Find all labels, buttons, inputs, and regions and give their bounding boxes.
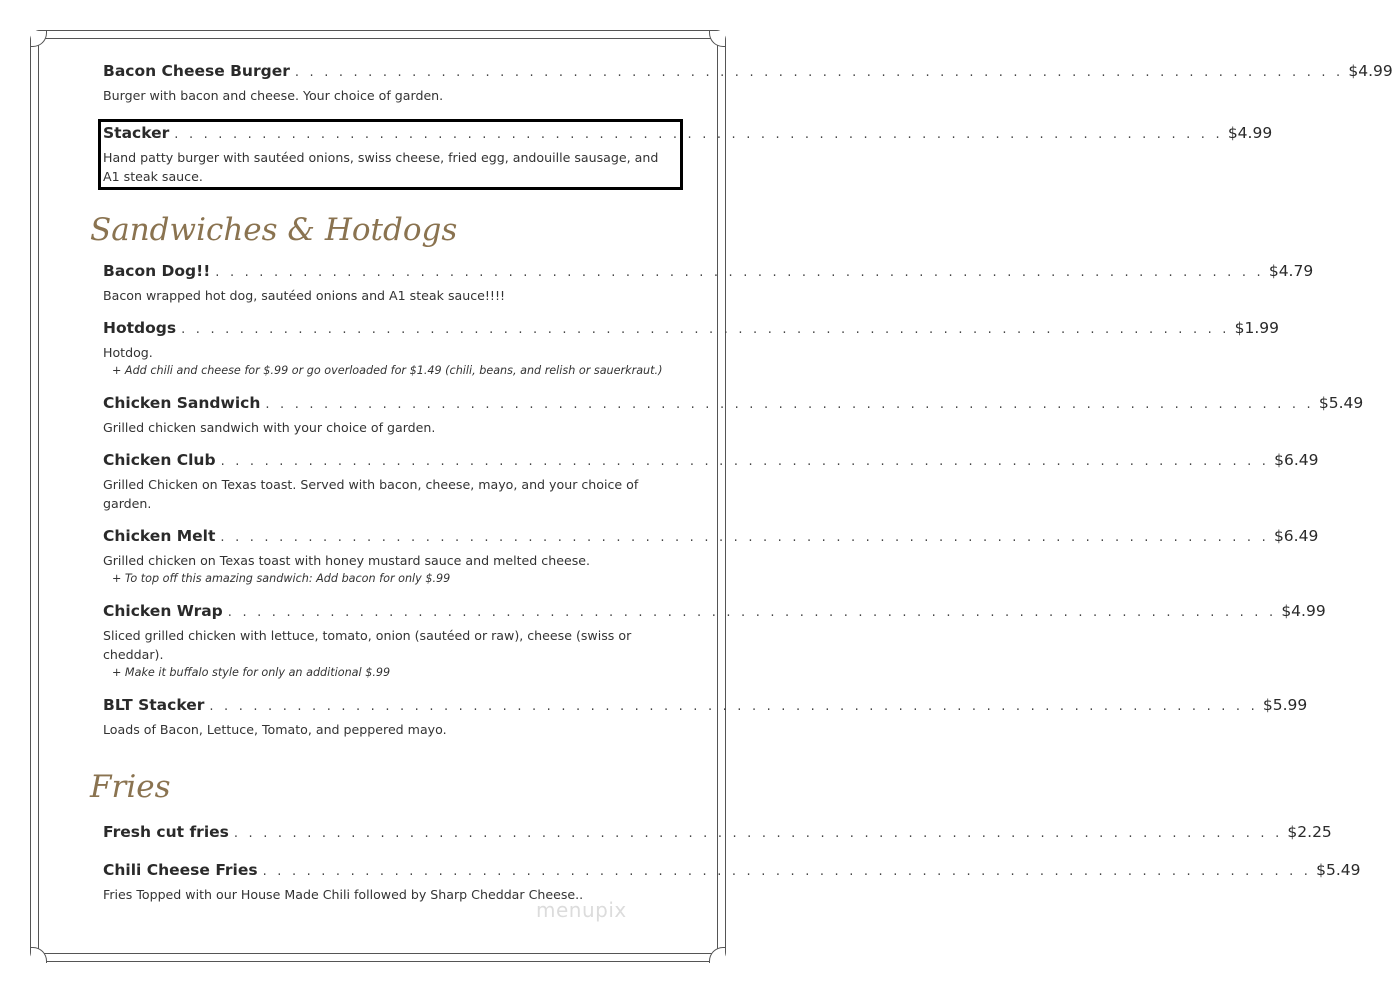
item-description: Bacon wrapped hot dog, sautéed onions and A1 steak sauce!!!! bbox=[103, 288, 506, 303]
item-description: Grilled chicken on Texas toast with honey mustard sauce and melted cheese. bbox=[103, 553, 591, 568]
item-name: Hotdogs bbox=[103, 319, 177, 337]
item-name: Bacon Cheese Burger bbox=[103, 62, 290, 80]
menu-item-chicken-melt bbox=[103, 527, 1319, 588]
item-description: Grilled Chicken on Texas toast. Served with bacon, cheese, mayo, and your choice of garden. bbox=[103, 477, 639, 511]
item-price: $5.49 bbox=[1318, 394, 1364, 412]
section-title-fries: Fries bbox=[90, 769, 171, 805]
menu-item-chicken-wrap bbox=[103, 602, 1326, 682]
item-price: $1.99 bbox=[1234, 319, 1280, 337]
dot-leader: . . . . . . . . . . . . . . . . . . . . . . . . . . . . . . . . . . . . . . . . . . . . . . . . . . . . . . . . . . . . . . . . . . . . . . . . bbox=[220, 454, 1270, 469]
dot-leader: . . . . . . . . . . . . . . . . . . . . . . . . . . . . . . . . . . . . . . . . . . . . . . . . . . . . . . . . . . . . . . . . . . . . . . . . bbox=[209, 699, 1258, 714]
dot-leader: . . . . . . . . . . . . . . . . . . . . . . . . . . . . . . . . . . . . . . . . . . . . . . . . . . . . . . . . . . . . . . . . . . . . . . . . bbox=[220, 530, 1269, 545]
item-name: Chicken Wrap bbox=[103, 602, 223, 620]
dot-leader: . . . . . . . . . . . . . . . . . . . . . . . . . . . . . . . . . . . . . . . . . . . . . . . . . . . . . . . . . . . . . . . . . . . . . . . . bbox=[233, 826, 1283, 841]
dot-leader: . . . . . . . . . . . . . . . . . . . . . . . . . . . . . . . . . . . . . . . . . . . . . . . . . . . . . . . . . . . . . . . . . . . . . . . . bbox=[181, 322, 1230, 337]
menu-item-chicken-club bbox=[103, 451, 1319, 513]
item-name: Chicken Club bbox=[103, 451, 216, 469]
item-addon-note: + Add chili and cheese for $.99 or go overloaded for $1.49 (chili, beans, and relish or sauerkraut.) bbox=[112, 364, 663, 377]
menu-item-fresh-cut-fries bbox=[103, 823, 1332, 847]
menu-content bbox=[90, 62, 1393, 918]
item-addon-note: + Make it buffalo style for only an additional $.99 bbox=[112, 666, 391, 679]
item-name: Fresh cut fries bbox=[103, 823, 229, 841]
menu-item-bacon-cheese-burger bbox=[103, 62, 1393, 105]
item-price: $2.25 bbox=[1287, 823, 1332, 841]
item-description: Grilled chicken sandwich with your choice of garden. bbox=[103, 420, 436, 435]
item-description: Sliced grilled chicken with lettuce, tomato, onion (sautéed or raw), cheese (swiss or cheddar). bbox=[103, 628, 632, 662]
dot-leader: . . . . . . . . . . . . . . . . . . . . . . . . . . . . . . . . . . . . . . . . . . . . . . . . . . . . . . . . . . . . . . . . . . . . . . . . bbox=[215, 265, 1264, 280]
item-name: Bacon Dog!! bbox=[103, 262, 211, 280]
dot-leader: . . . . . . . . . . . . . . . . . . . . . . . . . . . . . . . . . . . . . . . . . . . . . . . . . . . . . . . . . . . . . . . . . . . . . . . . bbox=[262, 864, 1312, 879]
item-name: Chicken Melt bbox=[103, 527, 216, 545]
item-name: Stacker bbox=[103, 124, 170, 142]
menu-item-bacon-dog bbox=[103, 262, 1314, 305]
section-title-sandwiches: Sandwiches & Hotdogs bbox=[90, 212, 458, 248]
item-name: Chicken Sandwich bbox=[103, 394, 261, 412]
item-description: Loads of Bacon, Lettuce, Tomato, and peppered mayo. bbox=[103, 722, 447, 737]
item-price: $6.49 bbox=[1273, 527, 1319, 545]
dot-leader: . . . . . . . . . . . . . . . . . . . . . . . . . . . . . . . . . . . . . . . . . . . . . . . . . . . . . . . . . . . . . . . . . . . . . . . . bbox=[265, 397, 1314, 412]
item-price: $4.99 bbox=[1348, 62, 1393, 80]
dot-leader: . . . . . . . . . . . . . . . . . . . . . . . . . . . . . . . . . . . . . . . . . . . . . . . . . . . . . . . . . . . . . . . . . . . . . . . . bbox=[174, 127, 1223, 142]
item-price: $4.99 bbox=[1281, 602, 1326, 620]
item-description: Fries Topped with our House Made Chili followed by Sharp Cheddar Cheese.. bbox=[103, 887, 584, 902]
menu-item-chicken-sandwich bbox=[103, 394, 1364, 437]
item-description: Burger with bacon and cheese. Your choice of garden. bbox=[103, 88, 444, 103]
item-name: Chili Cheese Fries bbox=[103, 861, 258, 879]
item-description: Hand patty burger with sautéed onions, swiss cheese, fried egg, andouille sausage, and A1 steak sauce. bbox=[103, 150, 659, 184]
item-price: $4.79 bbox=[1268, 262, 1314, 280]
item-addon-note: + To top off this amazing sandwich: Add bacon for only $.99 bbox=[112, 572, 451, 585]
menu-item-stacker[interactable] bbox=[98, 119, 1273, 190]
item-price: $5.99 bbox=[1262, 696, 1308, 714]
dot-leader: . . . . . . . . . . . . . . . . . . . . . . . . . . . . . . . . . . . . . . . . . . . . . . . . . . . . . . . . . . . . . . . . . . . . . . . . bbox=[294, 65, 1344, 80]
menupix-watermark: menupix bbox=[536, 898, 627, 922]
item-price: $5.49 bbox=[1316, 861, 1361, 879]
item-price: $4.99 bbox=[1227, 124, 1273, 142]
menu-item-hotdogs bbox=[103, 319, 1280, 380]
item-description: Hotdog. bbox=[103, 345, 153, 360]
menu-item-blt-stacker bbox=[103, 696, 1308, 739]
item-price: $6.49 bbox=[1274, 451, 1319, 469]
dot-leader: . . . . . . . . . . . . . . . . . . . . . . . . . . . . . . . . . . . . . . . . . . . . . . . . . . . . . . . . . . . . . . . . . . . . . . . . bbox=[227, 605, 1277, 620]
item-name: BLT Stacker bbox=[103, 696, 205, 714]
